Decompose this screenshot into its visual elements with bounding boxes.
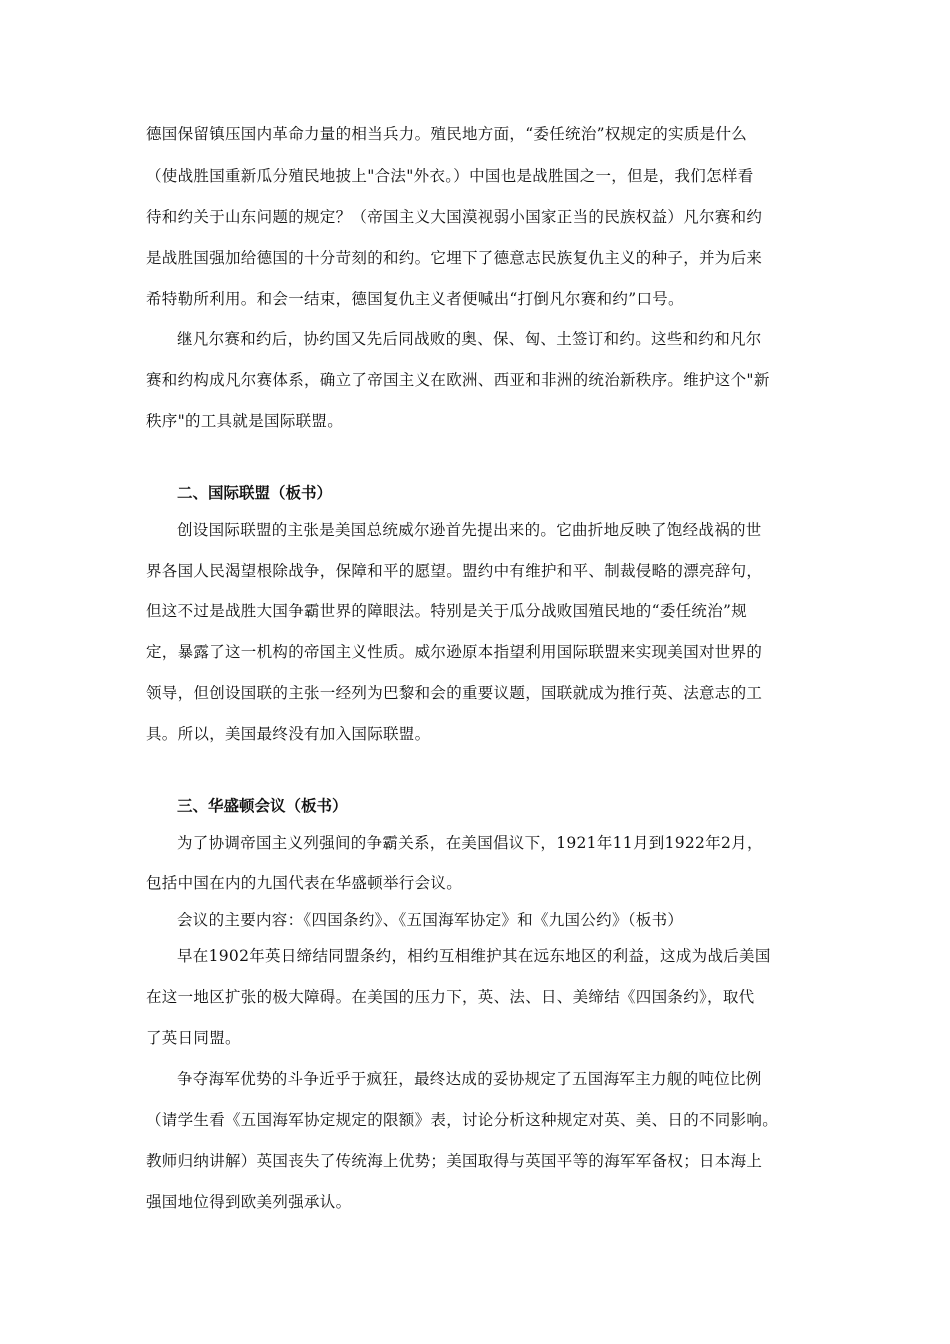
section-heading: 二、国际联盟（板书）: [177, 484, 333, 502]
text-line: 会议的主要内容：《四国条约》、《五国海军协定》和《九国公约》（板书）: [177, 911, 684, 929]
text-line: 希特勒所利用。和会一结束，德国复仇主义者便喊出“打倒凡尔赛和约”口号。: [146, 290, 684, 308]
text-line: 继凡尔赛和约后，协约国又先后同战败的奥、保、匈、土签订和约。这些和约和凡尔: [177, 330, 762, 348]
text-line: 强国地位得到欧美列强承认。: [146, 1193, 352, 1211]
text-line: 德国保留镇压国内革命力量的相当兵力。殖民地方面，“委任统治”权规定的实质是什么: [146, 125, 748, 143]
text-line: 具。所以，美国最终没有加入国际联盟。: [146, 725, 431, 743]
text-line: （使战胜国重新瓜分殖民地披上"合法"外衣。）中国也是战胜国之一，但是，我们怎样看: [146, 167, 754, 185]
text-line: 在这一地区扩张的极大障碍。在美国的压力下，英、法、日、美缔结《四国条约》，取代: [146, 988, 755, 1006]
text-line: 创设国际联盟的主张是美国总统威尔逊首先提出来的。它曲折地反映了饱经战祸的世: [177, 521, 762, 539]
text-line: 秩序"的工具就是国际联盟。: [146, 412, 344, 430]
text-line: 定，暴露了这一机构的帝国主义性质。威尔逊原本指望利用国际联盟来实现美国对世界的: [146, 643, 763, 661]
text-line: 争夺海军优势的斗争近乎于疯狂，最终达成的妥协规定了五国海军主力舰的吨位比例: [177, 1070, 762, 1088]
text-line: 了英日同盟。: [146, 1029, 241, 1047]
text-line: 早在1902年英日缔结同盟条约，相约互相维护其在远东地区的利益，这成为战后美国: [177, 947, 771, 965]
text-line: 赛和约构成凡尔赛体系，确立了帝国主义在欧洲、西亚和非洲的统治新秩序。维护这个"新: [146, 371, 770, 389]
text-line: 但这不过是战胜大国争霸世界的障眼法。特别是关于瓜分战败国殖民地的“委任统治”规: [146, 602, 748, 620]
section-heading: 三、华盛顿会议（板书）: [177, 797, 348, 815]
text-line: 待和约关于山东问题的规定？（帝国主义大国漠视弱小国家正当的民族权益）凡尔赛和约: [146, 208, 763, 226]
text-line: 包括中国在内的九国代表在华盛顿举行会议。: [146, 874, 463, 892]
text-line: 教师归纳讲解）英国丧失了传统海上优势；美国取得与英国平等的海军军备权；日本海上: [146, 1152, 763, 1170]
text-line: 领导，但创设国联的主张一经列为巴黎和会的重要议题，国联就成为推行英、法意志的工: [146, 684, 763, 702]
text-line: （请学生看《五国海军协定规定的限额》表，讨论分析这种规定对英、美、日的不同影响。: [146, 1111, 779, 1129]
text-line: 为了协调帝国主义列强间的争霸关系，在美国倡议下，1921年11月到1922年2月，: [177, 834, 763, 852]
text-line: 是战胜国强加给德国的十分苛刻的和约。它埋下了德意志民族复仇主义的种子，并为后来: [146, 249, 763, 267]
text-line: 界各国人民渴望根除战争，保障和平的愿望。盟约中有维护和平、制裁侵略的漂亮辞句，: [146, 562, 763, 580]
